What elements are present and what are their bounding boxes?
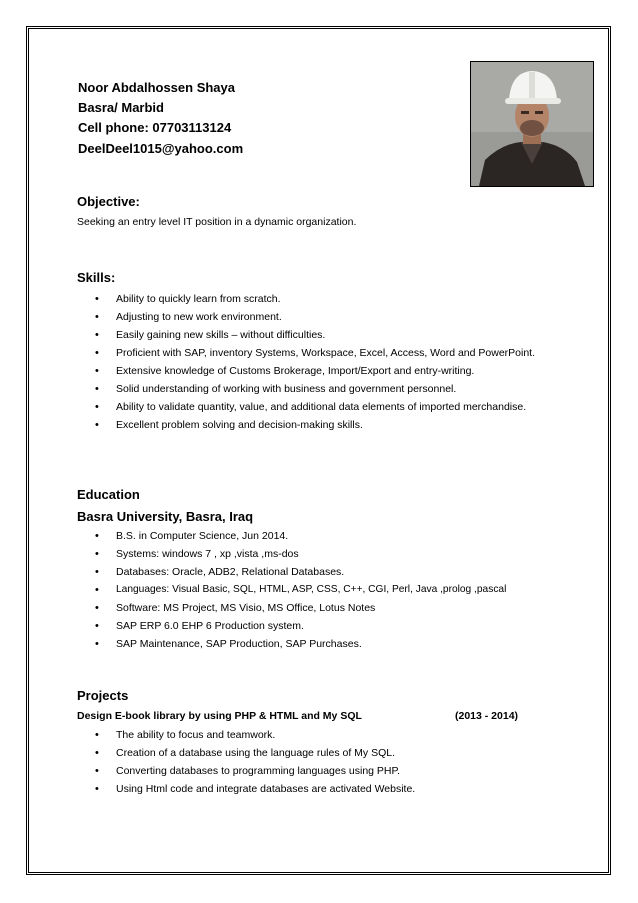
list-item: • SAP Maintenance, SAP Production, SAP Purchases. — [77, 635, 552, 653]
list-item: • Ability to validate quantity, value, and additional data elements of imported merchandise. — [77, 398, 544, 416]
project-title: Design E-book library by using PHP & HTML and My SQL — [77, 710, 362, 722]
projects-list — [77, 726, 544, 798]
list-item: • B.S. in Computer Science, Jun 2014. — [77, 527, 552, 545]
contact-email: DeelDeel1015@yahoo.com — [78, 141, 244, 156]
list-item: • Using Html code and integrate databases are activated Website. — [77, 780, 544, 798]
objective-heading: Objective: — [77, 194, 140, 209]
education-list-container — [77, 527, 552, 653]
skills-list — [77, 290, 544, 434]
contact-phone: Cell phone: 07703113124 — [78, 120, 232, 135]
list-item: • Excellent problem solving and decision-making skills. — [77, 416, 544, 434]
profile-photo — [470, 61, 594, 187]
list-item: • Databases: Oracle, ADB2, Relational Databases. — [77, 563, 552, 581]
list-item: • Easily gaining new skills – without difficulties. — [77, 326, 544, 344]
list-item: • Extensive knowledge of Customs Brokerage, Import/Export and entry-writing. — [77, 362, 544, 380]
list-item: • SAP ERP 6.0 EHP 6 Production system. — [77, 617, 552, 635]
objective-text: Seeking an entry level IT position in a dynamic organization. — [77, 216, 357, 228]
projects-heading: Projects — [77, 688, 129, 703]
list-item: • Adjusting to new work environment. — [77, 308, 544, 326]
education-list — [77, 527, 552, 653]
list-item: • Software: MS Project, MS Visio, MS Office, Lotus Notes — [77, 599, 552, 617]
list-item: • Solid understanding of working with business and government personnel. — [77, 380, 544, 398]
education-school: Basra University, Basra, Iraq — [77, 509, 254, 524]
list-item: • Systems: windows 7 , xp ,vista ,ms-dos — [77, 545, 552, 563]
list-item: • Converting databases to programming languages using PHP. — [77, 762, 544, 780]
education-heading: Education — [77, 487, 140, 502]
contact-location: Basra/ Marbid — [78, 100, 164, 115]
list-item: • Creation of a database using the language rules of My SQL. — [77, 744, 544, 762]
projects-list-container — [77, 726, 544, 798]
contact-name: Noor Abdalhossen Shaya — [78, 80, 235, 95]
list-item: • The ability to focus and teamwork. — [77, 726, 544, 744]
contact-block — [78, 78, 243, 159]
list-item: • Ability to quickly learn from scratch. — [77, 290, 544, 308]
skills-heading: Skills: — [77, 270, 116, 285]
list-item: • Proficient with SAP, inventory Systems, Workspace, Excel, Access, Word and PowerPoint. — [77, 344, 544, 362]
skills-list-container — [77, 290, 544, 434]
list-item: • Languages: Visual Basic, SQL, HTML, ASP, CSS, C++, CGI, Perl, Java ,prolog ,pascal — [77, 581, 552, 599]
project-years: (2013 - 2014) — [455, 710, 519, 722]
